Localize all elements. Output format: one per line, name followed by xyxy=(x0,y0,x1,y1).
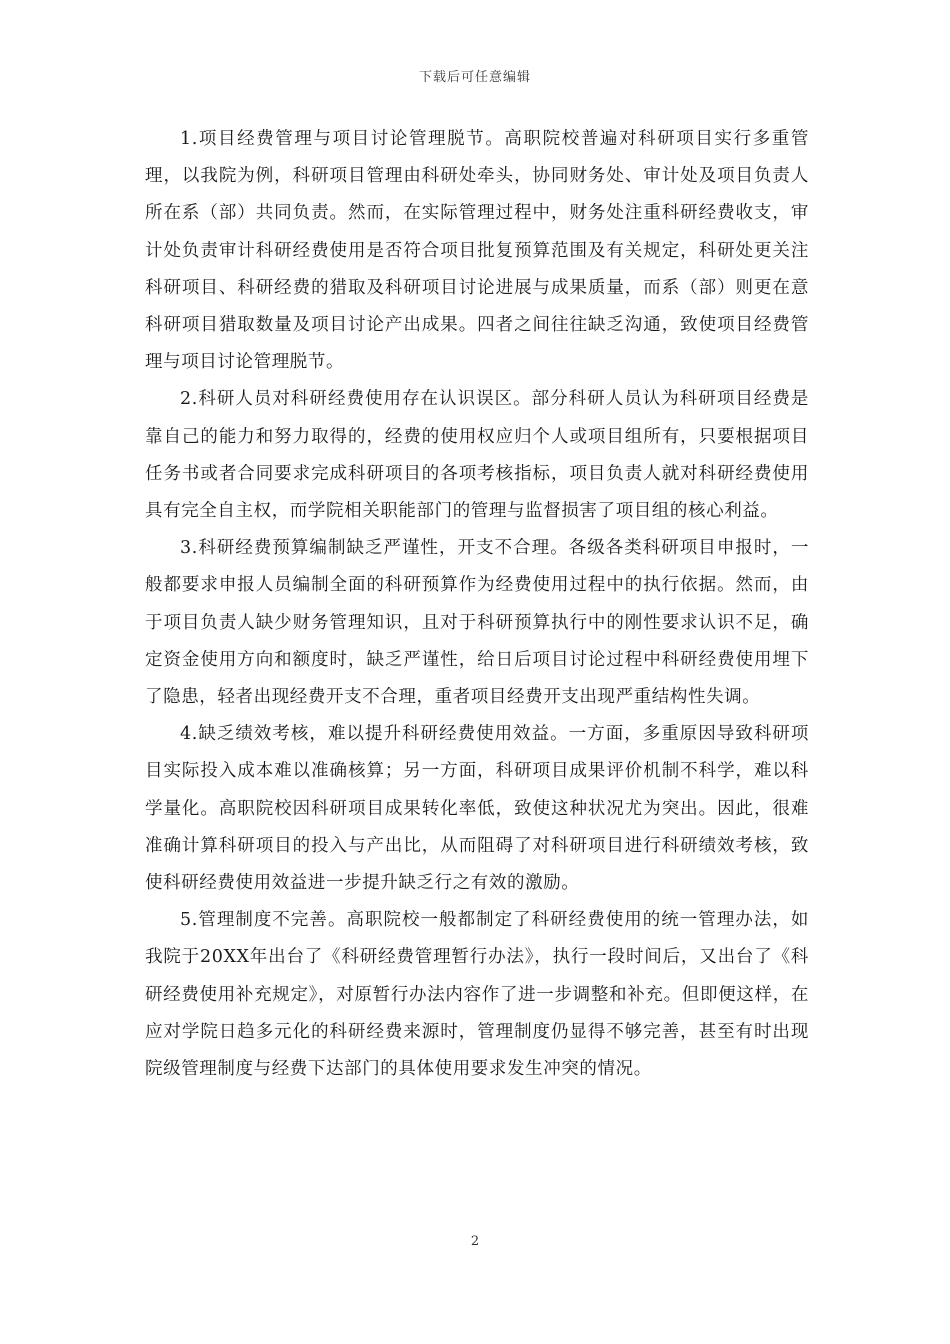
page-header: 下载后可任意编辑 xyxy=(418,70,531,85)
document-body xyxy=(145,121,809,1088)
paragraph-3: 3.科研经费预算编制缺乏严谨性，开支不合理。各级各类科研项目申报时，一般都要求申报人员编制全面的科研预算作为经费使用过程中的执行依据。然而，由于项目负责人缺少财务管理知识，且对于科研预算执行中的刚性要求认识不足，确定资金使用方向和额度时，缺乏严谨性，给日后项目讨论过程中科研经费使用埋下了隐患，轻者出现经费开支不合理，重者项目经费开支出现严重结构性失调。 xyxy=(145,538,809,708)
paragraph-5: 5.管理制度不完善。高职院校一般都制定了科研经费使用的统一管理办法，如我院于20XX年出台了《科研经费管理暂行办法》，执行一段时间后，又出台了《科研经费使用补充规定》，对原暂行办法内容作了进一步调整和补充。但即便这样，在应对学院日趋多元化的科研经费来源时，管理制度仍显得不够完善，甚至有时出现院级管理制度与经费下达部门的具体使用要求发生冲突的情况。 xyxy=(145,910,809,1080)
paragraph-2: 2.科研人员对科研经费使用存在认识误区。部分科研人员认为科研项目经费是靠自己的能力和努力取得的，经费的使用权应归个人或项目组所有，只要根据项目任务书或者合同要求完成科研项目的各项考核指标，项目负责人就对科研经费使用具有完全自主权，而学院相关职能部门的管理与监督损害了项目组的核心利益。 xyxy=(145,389,809,522)
paragraph-4: 4.缺乏绩效考核，难以提升科研经费使用效益。一方面，多重原因导致科研项目实际投入成本难以准确核算；另一方面，科研项目成果评价机制不科学，难以科学量化。高职院校因科研项目成果转化率低，致使这种状况尤为突出。因此，很难准确计算科研项目的投入与产出比，从而阻碍了对科研项目进行科研绩效考核，致使科研经费使用效益进一步提升缺乏行之有效的激励。 xyxy=(145,724,809,894)
paragraph-1: 1.项目经费管理与项目讨论管理脱节。高职院校普遍对科研项目实行多重管理，以我院为例，科研项目管理由科研处牵头，协同财务处、审计处及项目负责人所在系（部）共同负责。然而，在实际管理过程中，财务处注重科研经费收支，审计处负责审计科研经费使用是否符合项目批复预算范围及有关规定，科研处更关注科研项目、科研经费的猎取及科研项目讨论进展与成果质量，而系（部）则更在意科研项目猎取数量及项目讨论产出成果。四者之间往往缺乏沟通，致使项目经费管理与项目讨论管理脱节。 xyxy=(145,129,809,373)
page-number: 2 xyxy=(470,1234,480,1249)
